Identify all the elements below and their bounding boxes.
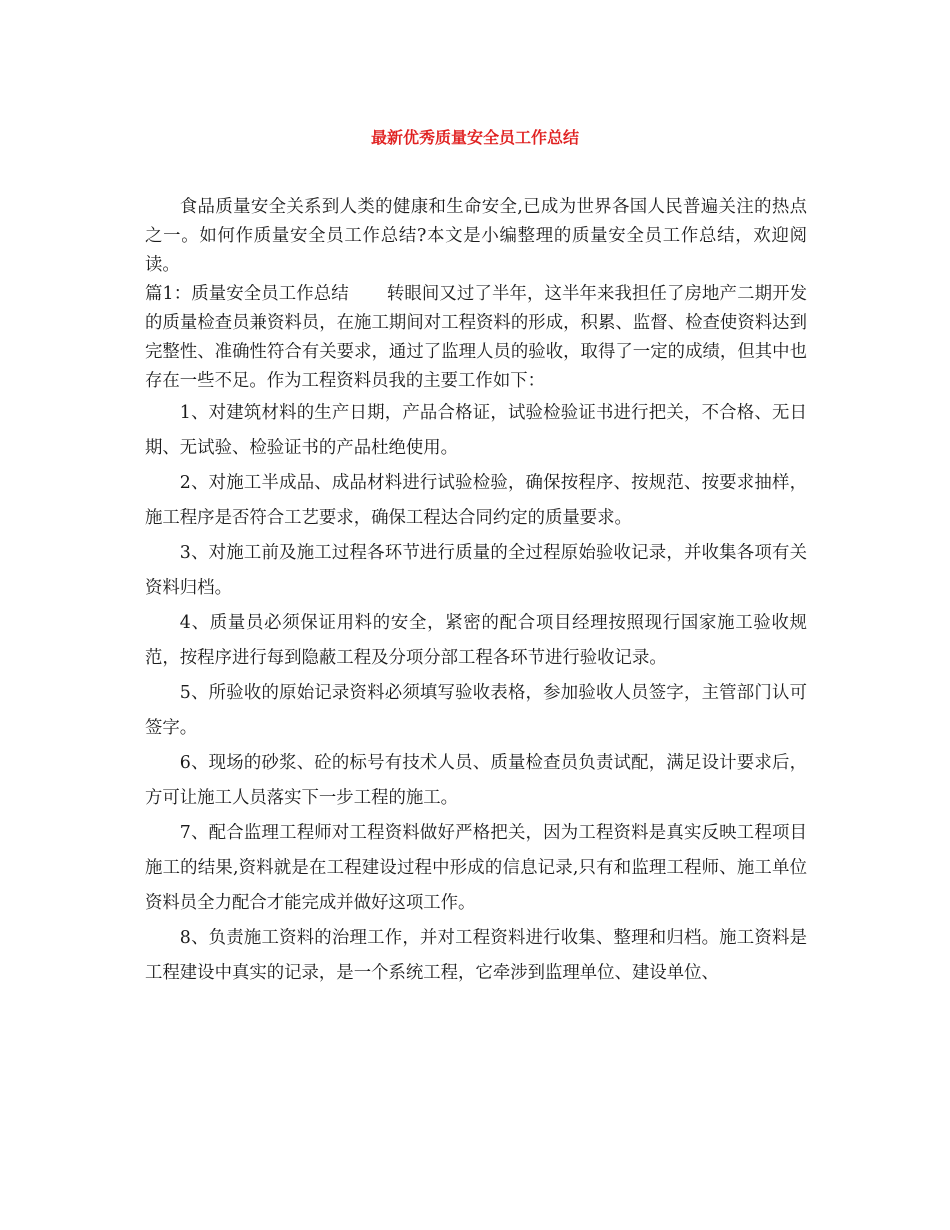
section-body: 转眼间又过了半年，这半年来我担任了房地产二期开发的质量检查员兼资料员，在施工期间对工程资料的形成，积累、监督、检查使资料达到完整性、准确性符合有关要求，通过了监理人员的验收，取得了一定的成绩，但其中也存在一些不足。作为工程资料员我的主要工作如下： <box>145 284 807 391</box>
list-item: 3、对施工前及施工过程各环节进行质量的全过程原始验收记录，并收集各项有关资料归档。 <box>145 543 807 598</box>
section-paragraph <box>145 280 807 396</box>
list-item: 1、对建筑材料的生产日期，产品合格证，试验检验证书进行把关，不合格、无日期、无试验、检验证书的产品杜绝使用。 <box>145 403 807 458</box>
list-item: 6、现场的砂浆、砼的标号有技术人员、质量检查员负责试配，满足设计要求后，方可让施工人员落实下一步工程的施工。 <box>145 753 807 808</box>
list-item: 8、负责施工资料的治理工作，并对工程资料进行收集、整理和归档。施工资料是工程建设中真实的记录，是一个系统工程，它牵涉到监理单位、建设单位、 <box>145 928 807 983</box>
list-item: 2、对施工半成品、成品材料进行试验检验，确保按程序、按规范、按要求抽样，施工程序是否符合工艺要求，确保工程达合同约定的质量要求。 <box>145 473 807 528</box>
section-heading: 篇1：质量安全员工作总结 <box>145 284 349 304</box>
intro-paragraph: 食品质量安全关系到人类的健康和生命安全,已成为世界各国人民普遍关注的热点之一。如何作质量安全员工作总结?本文是小编整理的质量安全员工作总结，欢迎阅读。 <box>145 197 807 275</box>
list-item: 4、质量员必须保证用料的安全，紧密的配合项目经理按照现行国家施工验收规范，按程序进行每到隐蔽工程及分项分部工程各环节进行验收记录。 <box>145 613 807 668</box>
document-title: 最新优秀质量安全员工作总结 <box>370 128 579 147</box>
list-item: 5、所验收的原始记录资料必须填写验收表格，参加验收人员签字，主管部门认可签字。 <box>145 683 807 738</box>
list-item: 7、配合监理工程师对工程资料做好严格把关，因为工程资料是真实反映工程项目施工的结果,资料就是在工程建设过程中形成的信息记录,只有和监理工程师、施工单位资料员全力配合才能完成并做好这项工作。 <box>145 823 807 913</box>
document-body <box>145 193 807 991</box>
